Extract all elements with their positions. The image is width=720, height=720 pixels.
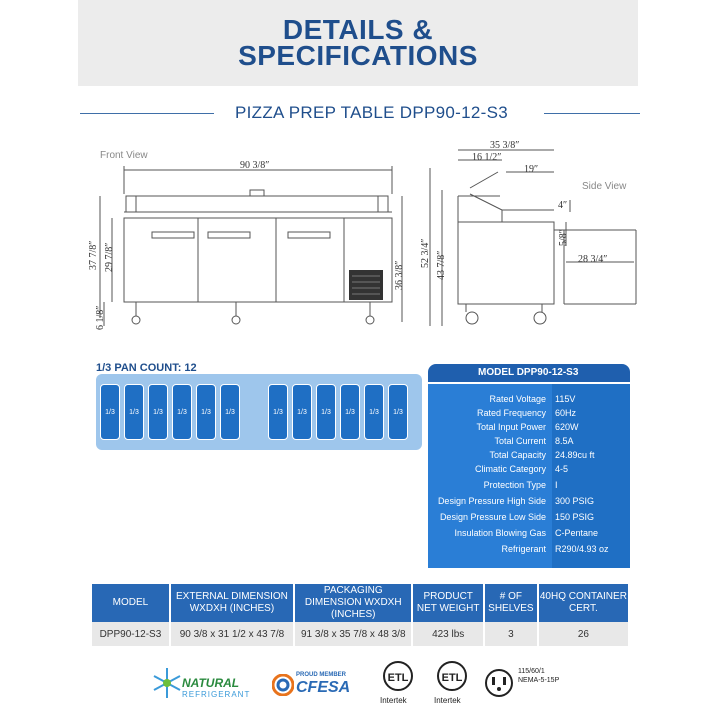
spec-row <box>428 464 630 478</box>
spec-key: Total Capacity <box>489 450 546 460</box>
side-dim-d4: 4″ <box>558 200 568 211</box>
pan-slot <box>196 384 216 440</box>
spec-key: Rated Frequency <box>476 408 546 418</box>
cfesa-member-text: PROUD MEMBER <box>296 672 347 678</box>
snowflake-icon <box>152 666 182 700</box>
side-dim-h1: 52 3/4″ <box>420 238 431 268</box>
spec-key: Design Pressure Low Side <box>439 512 546 522</box>
spec-row <box>428 450 630 464</box>
pan-slot-label: 1/3 <box>177 409 187 416</box>
plug-nema-text: NEMA-5-15P <box>518 677 560 684</box>
etl-mark-text-2: ETL <box>441 672 463 684</box>
spec-value: 150 PSIG <box>555 512 595 522</box>
intertek-text-2: Intertek <box>434 696 461 705</box>
spec-value: 60Hz <box>555 408 577 418</box>
spec-row <box>428 480 630 494</box>
page-title-line1: DETAILS & <box>282 14 434 45</box>
table-row <box>92 622 629 646</box>
side-view-label: Side View <box>582 181 627 192</box>
plug-spec-mark <box>484 660 574 710</box>
spec-key: Total Input Power <box>476 422 546 432</box>
natural-refrigerant-logo <box>152 660 264 710</box>
pan-slot <box>292 384 312 440</box>
table-cell: DPP90-12-S3 <box>92 622 170 646</box>
pan-count-title: 1/3 PAN COUNT: 12 <box>96 362 197 374</box>
spec-value: 24.89cu ft <box>555 450 595 460</box>
pan-layout-panel <box>96 374 422 450</box>
side-dim-d5: 5/8″ <box>558 229 569 246</box>
pan-slot <box>124 384 144 440</box>
spec-key: Design Pressure High Side <box>437 496 546 506</box>
spec-key: Refrigerant <box>501 544 546 554</box>
front-dim-h4: 6 1/8″ <box>95 305 106 330</box>
pan-slot-label: 1/3 <box>273 409 283 416</box>
specification-table <box>92 584 630 646</box>
front-dim-h2: 29 7/8″ <box>104 242 115 272</box>
spec-value: R290/4.93 oz <box>555 544 609 554</box>
spec-value: 300 PSIG <box>555 496 595 506</box>
front-dim-h1: 37 7/8″ <box>88 240 99 270</box>
pan-slot <box>100 384 120 440</box>
spec-row <box>428 422 630 436</box>
spec-key: Climatic Category <box>474 464 546 474</box>
spec-panel-title: MODEL DPP90-12-S3 <box>428 364 630 382</box>
pan-slot-label: 1/3 <box>297 409 307 416</box>
pan-slot-label: 1/3 <box>201 409 211 416</box>
table-cell: 26 <box>538 622 629 646</box>
table-header: PACKAGING DIMENSION WXDXH (INCHES) <box>294 584 412 622</box>
side-dim-d1: 35 3/8″ <box>490 140 520 151</box>
compressor-grille <box>349 270 383 300</box>
pan-slot-label: 1/3 <box>369 409 379 416</box>
pan-slot <box>220 384 240 440</box>
plug-voltage-text: 115/60/1 <box>518 668 545 675</box>
etl-us-icon <box>376 660 420 696</box>
front-view-label: Front View <box>100 150 148 161</box>
spec-row <box>428 544 630 558</box>
spec-key: Total Current <box>494 436 546 446</box>
spec-row <box>428 512 630 526</box>
spec-row <box>428 408 630 422</box>
table-cell: 3 <box>484 622 538 646</box>
side-dim-d2: 16 1/2″ <box>472 152 502 163</box>
page-title-line2: SPECIFICATIONS <box>238 40 478 71</box>
pan-slot <box>172 384 192 440</box>
table-header: EXTERNAL DIMENSION WXDXH (INCHES) <box>170 584 294 622</box>
product-subtitle: PIZZA PREP TABLE DPP90-12-S3 <box>235 103 508 122</box>
table-header: # OF SHELVES <box>484 584 538 622</box>
intertek-text-1: Intertek <box>380 696 407 705</box>
table-cell: 90 3/8 x 31 1/2 x 43 7/8 <box>170 622 294 646</box>
pan-slot-label: 1/3 <box>129 409 139 416</box>
spec-row <box>428 496 630 510</box>
pan-slot <box>364 384 384 440</box>
spec-key: Insulation Blowing Gas <box>454 528 546 538</box>
side-dim-d3: 19″ <box>524 164 539 175</box>
etl-mark-text-1: ETL <box>387 672 409 684</box>
spec-value: 8.5A <box>555 436 574 446</box>
spec-panel <box>428 384 630 568</box>
pan-slot-label: 1/3 <box>321 409 331 416</box>
spec-value: 4-5 <box>555 464 569 474</box>
table-header: 40HQ CONTAINER CERT. <box>538 584 629 622</box>
etl-listed-mark-2 <box>430 660 474 710</box>
pan-slot-label: 1/3 <box>105 409 115 416</box>
cfesa-emblem-icon <box>272 674 294 696</box>
spec-value: 620W <box>555 422 579 432</box>
pan-slot-label: 1/3 <box>393 409 403 416</box>
natural-logo-text: NATURAL <box>182 676 240 690</box>
spec-row <box>428 528 630 542</box>
refrigerant-logo-text: REFRIGERANT <box>182 690 251 699</box>
cfesa-logo <box>272 660 368 710</box>
spec-key: Rated Voltage <box>489 394 546 404</box>
spec-value: I <box>555 480 558 490</box>
spec-key: Protection Type <box>483 480 546 490</box>
table-header: MODEL <box>92 584 170 622</box>
etl-listed-mark-1 <box>376 660 420 710</box>
pan-slot <box>388 384 408 440</box>
table-header-row <box>92 584 629 622</box>
table-cell: 91 3/8 x 35 7/8 x 48 3/8 <box>294 622 412 646</box>
front-dim-h3: 36 3/8″ <box>394 260 405 290</box>
table-header: PRODUCT NET WEIGHT <box>412 584 483 622</box>
etl-sanitation-icon <box>430 660 474 696</box>
side-dim-d6: 28 3/4″ <box>578 254 608 265</box>
pan-slot <box>268 384 288 440</box>
spec-row <box>428 394 630 408</box>
spec-value: C-Pentane <box>555 528 599 538</box>
spec-value: 115V <box>555 394 576 404</box>
pan-slot <box>340 384 360 440</box>
pan-slot-label: 1/3 <box>153 409 163 416</box>
nema-plug-icon <box>484 668 514 698</box>
spec-row <box>428 436 630 450</box>
side-dim-h2: 43 7/8″ <box>436 250 447 280</box>
front-dim-width: 90 3/8″ <box>240 160 270 171</box>
table-cell: 423 lbs <box>412 622 483 646</box>
pan-slot <box>316 384 336 440</box>
cfesa-main-text: CFESA <box>296 679 351 696</box>
pan-slot-label: 1/3 <box>225 409 235 416</box>
pan-slot-label: 1/3 <box>345 409 355 416</box>
pan-slot <box>148 384 168 440</box>
